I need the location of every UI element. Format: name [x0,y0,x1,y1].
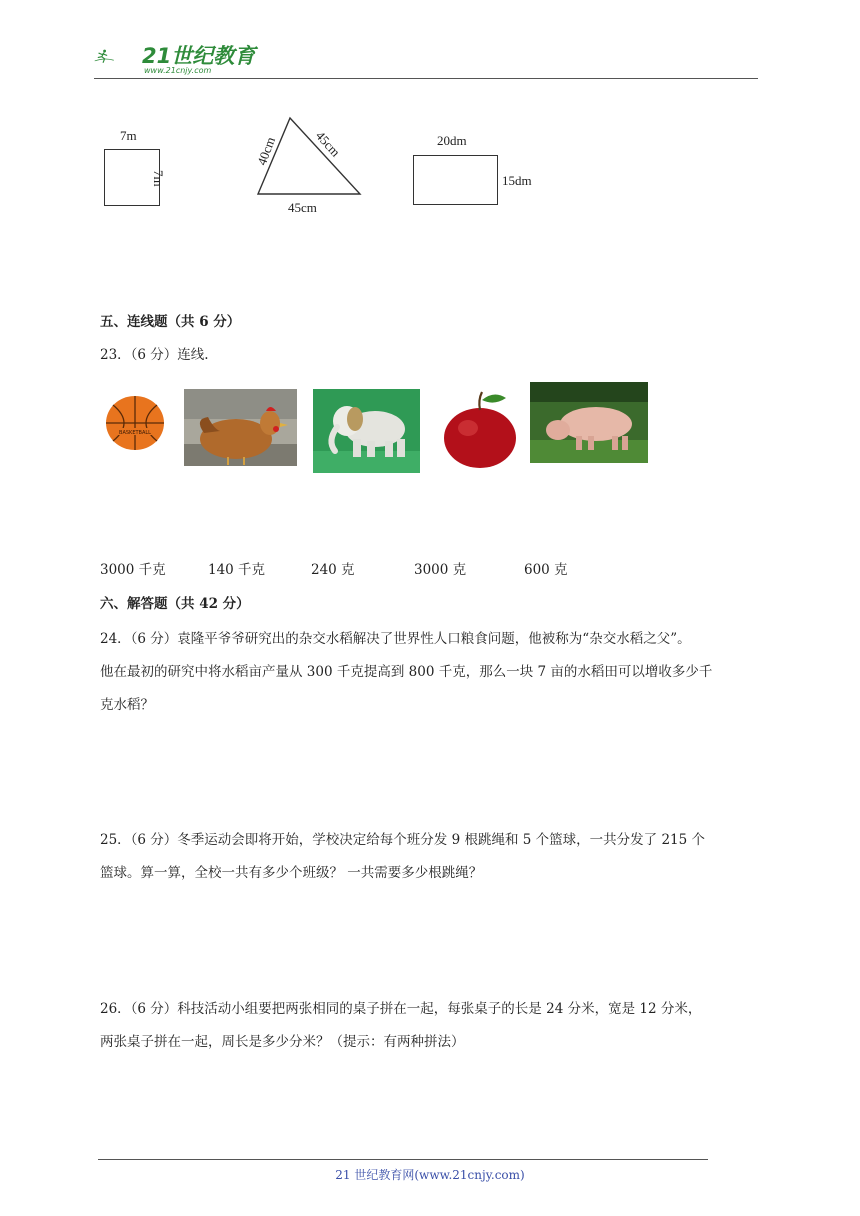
weight-140kg: 140 千克 [208,562,266,578]
triangle-left-label: 40cm [254,134,278,168]
apple-icon [432,386,528,472]
rectangle-top-label: 20dm [437,133,467,148]
svg-text:BASKETBALL: BASKETBALL [119,430,151,436]
footer-link[interactable]: 21 世纪教育网(www.21cnjy.com) [335,1168,525,1182]
rectangle-shape [413,155,498,205]
pig-icon [530,382,648,463]
basketball-icon [104,393,166,453]
question-23: 23．（6 分）连线. [100,347,209,363]
rectangle-right-label: 15dm [502,173,532,188]
weight-3000kg: 3000 千克 [100,562,166,578]
hen-icon [184,389,297,466]
weight-240g: 240 克 [311,562,355,578]
question-24-line-1: 24．（6 分）袁隆平爷爷研究出的杂交水稻解决了世界性人口粮食问题，他被称为“杂交水稻之父”。 [100,631,691,647]
question-26-line-1: 26．（6 分）科技活动小组要把两张相同的桌子拼在一起，每张桌子的长是 24 分米，宽是 12 分米， [100,1001,702,1017]
logo-url: www.21cnjy.com [144,66,212,75]
section6-title: 六、解答题（共 42 分） [100,596,250,612]
triangle-right-label: 45cm [312,128,344,160]
question-25-line-2: 篮球。算一算，全校一共有多少个班级？ 一共需要多少根跳绳？ [100,865,483,881]
weight-600g: 600 克 [524,562,568,578]
question-24-line-2: 他在最初的研究中将水稻亩产量从 300 千克提高到 800 千克，那么一块 7 亩的水稻田可以增收多少千 [100,664,713,680]
question-26-line-2: 两张桌子拼在一起，周长是多少分米？（提示：有两种拼法） [100,1034,465,1050]
elephant-icon [313,389,420,473]
weight-3000g: 3000 克 [414,562,467,578]
section5-title: 五、连线题（共 6 分） [100,314,241,330]
square-top-label: 7m [120,128,137,143]
triangle-bottom-label: 45cm [288,200,317,215]
square-right-label: 7m [151,170,166,187]
footer-divider [98,1159,708,1160]
question-25-line-1: 25．（6 分）冬季运动会即将开始，学校决定给每个班分发 9 根跳绳和 5 个篮球，一共分发了 215 个 [100,832,706,848]
question-24-line-3: 克水稻？ [100,697,154,713]
header-divider [94,78,758,79]
logo-text: 21世纪教育 [142,44,256,68]
